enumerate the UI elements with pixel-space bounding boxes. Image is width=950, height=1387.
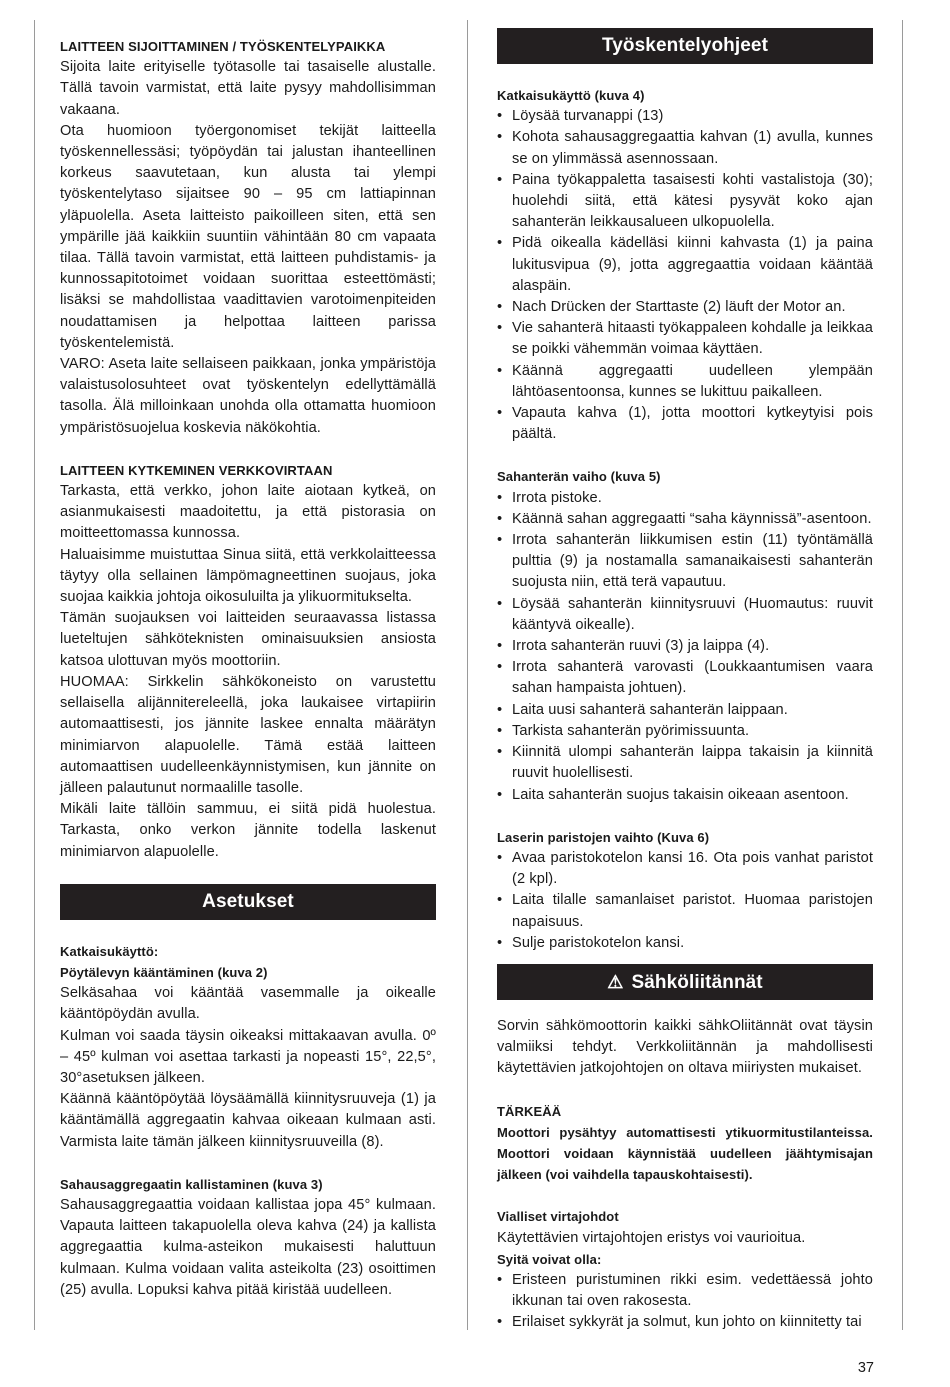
banner-label: Sähköliitännät — [631, 971, 763, 993]
list-item: • Sulje paristokotelon kansi. — [497, 933, 873, 954]
paragraph: Kulman voi saada täysin oikeaksi mittakaavan avulla. 0º – 45º kulman voi asettaa tarkasti ja nopeasti 15°, 22,5°, 30°asetuksen jälkeen. — [60, 1027, 436, 1086]
list-item: • Käännä sahan aggregaatti “saha käynnissä”-asentoon. — [497, 509, 873, 530]
subheading: Katkaisukäyttö: — [60, 943, 159, 959]
list-item: • Käännä aggregaatti uudelleen ylempään lähtöasentoonsa, kunnes se lukittuu paikalleen. — [497, 361, 873, 403]
subheading: Katkaisukäyttö (kuva 4) — [497, 88, 645, 103]
list-item: • Irrota pistoke. — [497, 488, 873, 509]
list-item: • Laita sahanterän suojus takaisin oikeaan asentoon. — [497, 785, 873, 806]
list-item: • Laita uusi sahanterä sahanterän laippaan. — [497, 700, 873, 721]
subheading: Sahanterän vaiho (kuva 5) — [497, 469, 661, 485]
subheading: Pöytälevyn kääntäminen (kuva 2) — [60, 964, 268, 980]
subheading: Laserin paristojen vaihto (Kuva 6) — [497, 829, 710, 845]
subheading: TÄRKEÄÄ — [497, 1103, 562, 1119]
list-item: • Erilaiset sykkyrät ja solmut, kun johto on kiinnitetty tai — [497, 1312, 873, 1333]
section-heading-mains-connection: LAITTEEN KYTKEMINEN VERKKOVIRTAAN — [60, 462, 333, 478]
bullet-list — [497, 488, 873, 806]
list-item: • Löysää sahanterän kiinnitysruuvi (Huomautus: ruuvit kääntyvä oikealle). — [497, 594, 873, 636]
list-item: • Laita tilalle samanlaiset paristot. Huomaa paristojen napaisuus. — [497, 890, 873, 932]
paragraph: Ota huomioon työergonomiset tekijät laitteella työskennellessäsi; työpöydän tai jalustan ihanteellinen korkeus saavutetaan, kun alusta tai ylempi työskentelytaso sijaitsee 90 – 95 cm lattiapinnan yläpuolella. Aseta laitteisto paikoilleen siten, että sen ympärille jää kaikkiin suuntiin vähintään 80 cm vapaata tilaa. Tällä tavoin varmistat, että laitteen puhdistamis- ja kunnossapitotoimet voidaan suorittaa esteettömästi; lisäksi se mahdollistaa vaadittavien varotoimenpiteiden noudattamisen ja helpottaa laitteen parissa työskentelemistä. — [60, 122, 436, 351]
page-number: 37 — [857, 1360, 874, 1376]
list-item: • Paina työkappaletta tasaisesti kohti vastalistoja (30); huolehdi siitä, että kätesi pysyvät koko ajan sahanterän leikkausalueen ulkopuolella. — [497, 170, 873, 234]
paragraph: Sorvin sähkömoottorin kaikki sähkOliitännät ovat täysin valmiiksi tehdyt. Verkkoliitännän ja mahdollisesti käytettävien jatkojohtojen on oltava miiriysten mukaiset. — [497, 1017, 873, 1077]
section-banner-electrical-connections — [497, 964, 873, 1000]
bold-paragraph: Moottori pysähtyy automattisesti ytikuormitustilanteissa. Moottori voidaan käynnistää uudelleen jäähtymisajan jälkeen (voi vaihdella tapauskohtaisesti). — [497, 1124, 873, 1183]
paragraph: Sijoita laite erityiselle työtasolle tai tasaiselle alustalle. Tällä tavoin varmistat, että laite pysyy mahdollisimman vakaana. — [60, 59, 436, 118]
list-item: • Kiinnitä ulompi sahanterän laippa takaisin ja kiinnitä ruuvit huolellisesti. — [497, 742, 873, 784]
paragraph: Tarkasta, että verkko, johon laite aiotaan kytkeä, on asianmukaisesti maadoitettu, ja että pistorasia on moitteettomassa kunnossa. — [60, 483, 436, 542]
list-item: • Tarkista sahanterän pyörimissuunta. — [497, 721, 873, 742]
left-margin-rule — [34, 20, 35, 1330]
paragraph: HUOMAA: Sirkkelin sähkökoneisto on varustettu sellaisella alijännitereleellä, joka laukaisee virtapiirin automaattisesti, jos jännite laskee ennalta määrätyn minimiarvon alapuolelle. Tämä estää laitteen automaattisen uudelleenkäynnistymisen, kun jännite on jälleen palautunut normaalille tasolle. — [60, 673, 436, 796]
paragraph: Sahausaggregaattia voidaan kallistaa jopa 45° kulmaan. Vapauta laitteen takapuolella oleva kahva (24) ja kallista aggregaattia kulma-asteikon mukaisesti haluttuun kulmaan. Kulma voidaan valita asteikolta (23) osoittimen (25) avulla. Lopuksi kahva pitää kiristää uudelleen. — [60, 1196, 436, 1298]
warning-triangle-icon: ⚠ — [607, 971, 624, 992]
subheading: Sahausaggregaatin kallistaminen (kuva 3) — [60, 1176, 323, 1192]
left-column — [60, 36, 436, 1301]
right-column — [497, 28, 873, 1334]
right-margin-rule — [902, 20, 903, 1330]
paragraph: Käännä kääntöpöytää löysäämällä kiinnitysruuveja (1) ja kääntämällä aggregaatin kahvaa oikeaan kulmaan asti. Varmista laite tämän jälkeen kiinnitysruuveilla (8). — [60, 1091, 436, 1150]
center-column-rule — [467, 20, 468, 1330]
list-item: • Eristeen puristuminen rikki esim. vedettäessä johto ikkunan tai oven rakosesta. — [497, 1270, 873, 1312]
section-heading-placement: LAITTEEN SIJOITTAMINEN / TYÖSKENTELYPAIKKA — [60, 39, 386, 54]
list-item: • Nach Drücken der Starttaste (2) läuft der Motor an. — [497, 297, 873, 318]
list-item: • Kohota sahausaggregaattia kahvan (1) avulla, kunnes se on ylimmässä asennossaan. — [497, 127, 873, 169]
paragraph: Selkäsahaa voi kääntää vasemmalle ja oikealle kääntöpöydän avulla. — [60, 985, 436, 1023]
list-item: • Irrota sahanterän liikkumisen estin (11) työntämällä pulttia (9) ja nostamalla samanaikaisesti sahanterän suojusta niin, että terä vapautuu. — [497, 530, 873, 594]
list-item: • Pidä oikealla kädelläsi kiinni kahvasta (1) ja paina lukitusvipua (9), jotta aggregaattia voidaan kääntää alaspäin. — [497, 233, 873, 297]
section-banner-work-instructions: Työskentelyohjeet — [497, 28, 873, 64]
list-item: • Löysää turvanappi (13) — [497, 106, 873, 127]
bullet-list — [497, 1270, 873, 1334]
section-banner-settings: Asetukset — [60, 884, 436, 920]
paragraph: VARO: Aseta laite sellaiseen paikkaan, jonka ympäristöja valaistusolosuhteet ovat työskentelyn edellyttämällä tasolla. Älä milloinkaan unohda olla ottamatta huomioon ympäristösuojelua koskevia näkökohtia. — [60, 356, 436, 436]
list-item: • Vie sahanterä hitaasti työkappaleen kohdalle ja leikkaa se poikki vähemmän voimaa käyttäen. — [497, 318, 873, 360]
bullet-list — [497, 848, 873, 954]
paragraph: Käytettävien virtajohtojen eristys voi vaurioitua. — [497, 1229, 806, 1246]
paragraph: Haluaisimme muistuttaa Sinua siitä, että verkkolaitteessa täytyy olla sellainen lämpömagneettinen suojaus, joka suojaa kaikkia johtoja oikosuluilta ja ylikuormitukselta. — [60, 546, 436, 606]
subheading: Vialliset virtajohdot — [497, 1209, 619, 1225]
paragraph: Tämän suojauksen voi laitteiden seuraavassa listassa lueteltujen sähköteknisten ominaisuuksien ansiosta katsoa ulottuvan myös moottoriin. — [60, 610, 436, 669]
list-item: • Avaa paristokotelon kansi 16. Ota pois vanhat paristot (2 kpl). — [497, 848, 873, 890]
subheading: Syitä voivat olla: — [497, 1251, 602, 1267]
paragraph: Mikäli laite tällöin sammuu, ei siitä pidä huolestua. Tarkasta, onko verkon jännite todella laskenut minimiarvon alapuolelle. — [60, 801, 436, 860]
list-item: • Vapauta kahva (1), jotta moottori kytkeytyisi pois päältä. — [497, 403, 873, 445]
list-item: • Irrota sahanterä varovasti (Loukkaantumisen vaara sahan hampaista johtuen). — [497, 657, 873, 699]
bullet-list — [497, 106, 873, 445]
list-item: • Irrota sahanterän ruuvi (3) ja laippa (4). — [497, 636, 873, 657]
